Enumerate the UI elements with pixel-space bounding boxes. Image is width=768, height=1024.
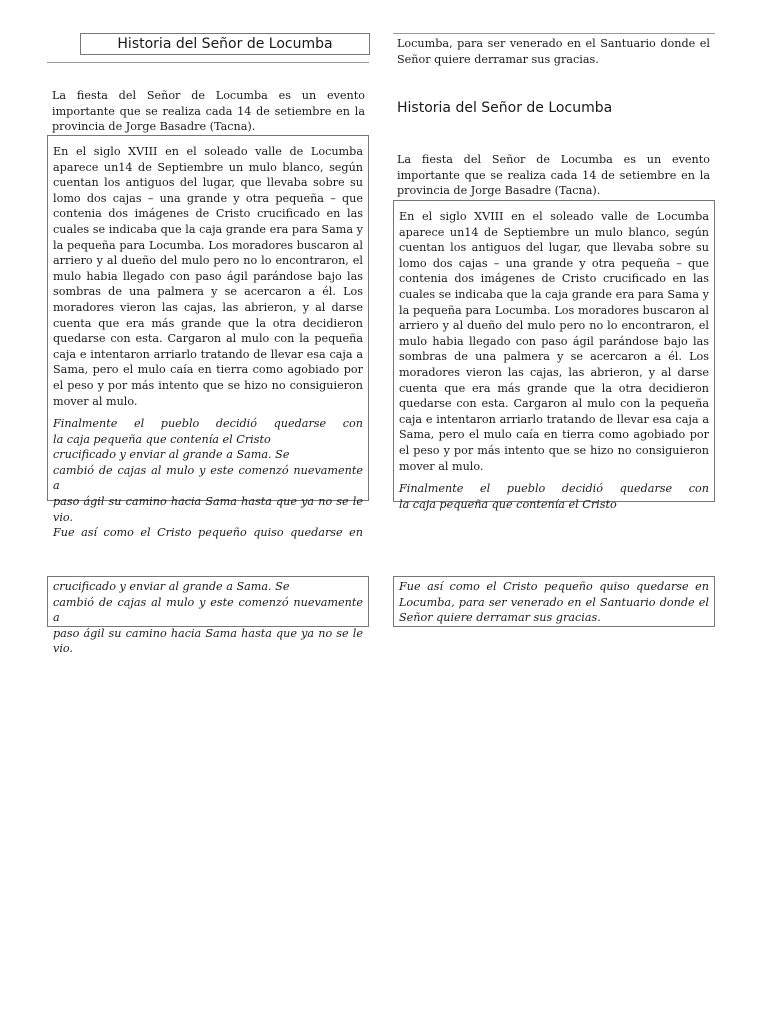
finale-line-2: la caja pequeña que contenía el Cristo — [399, 497, 617, 511]
closing-line-1: Fue así como el Cristo pequeño quiso quedarse en — [53, 526, 363, 540]
cont-line-1: crucificado y enviar al grande a Sama. Se — [53, 448, 290, 462]
title-rule — [47, 62, 369, 63]
intro-paragraph-right: La fiesta del Señor de Locumba es un evento importante que se realiza cada 14 de setiembre en la provincia de Jorge Basadre (Tacna). — [397, 153, 710, 198]
closing-box-right — [393, 576, 715, 627]
story-paragraph-right: En el siglo XVIII en el soleado valle de Locumba aparece un14 de Septiembre un mulo blanco, según cuentan los antiguos del lugar, que llevaba sobre su lomo dos cajas – una grande y otra pequeña – que contenia dos imágenes de Cristo crucificado en las cuales se indicaba que la caja grande era para Sama y la pequeña para Locumba. Los moradores buscaron al arriero y al dueño del mulo pero no lo encontraron, el mulo habia llegado con paso ágil parándose bajo las sombras de una palmera y se acercaron a él. Los moradores vieron las cajas, las abrieron, y al darse cuenta que era más grande que la otra decidieron quedarse con esta. Cargaron al mulo con la pequeña caja e intentaron arriarlo tratando de llevar esa caja a Sama, pero el mulo caía en tierra como agobiado por el peso y por más intento que se hizo no consiguieron mover al mulo. — [399, 210, 709, 473]
story-paragraph-left: En el siglo XVIII en el soleado valle de Locumba aparece un14 de Septiembre un mulo blanco, según cuentan los antiguos del lugar, que llevaba sobre su lomo dos cajas – una grande y otra pequeña – que contenia dos imágenes de Cristo crucificado en las cuales se indicaba que la caja grande era para Sama y la pequeña para Locumba. Los moradores buscaron al arriero y al dueño del mulo pero no lo encontraron, el mulo habia llegado con paso ágil parándose bajo las sombras de una palmera y se acercaron a él. Los moradores vieron las cajas, las abrieron, y al darse cuenta que era más grande que la otra decidieron quedarse con esta. Cargaron al mulo con la pequeña caja e intentaron arriarlo tratando de llevar esa caja a Sama, pero el mulo caía en tierra como agobiado por el peso y por más intento que se hizo no consiguieron mover al mulo. — [53, 145, 363, 408]
cont-line-2: cambió de cajas al mulo y este comenzó nuevamente a — [53, 463, 363, 493]
closing-paragraph-right: Fue así como el Cristo pequeño quiso quedarse en Locumba, para ser venerado en el Santuario donde el Señor quiere derramar sus gracias. — [399, 580, 709, 625]
story-box-left — [47, 135, 369, 540]
cont-line-3: paso ágil su camino hacia Sama hasta que ya no se le vio. — [53, 626, 363, 656]
intro-paragraph-left: La fiesta del Señor de Locumba es un evento importante que se realiza cada 14 de setiembre en la provincia de Jorge Basadre (Tacna). — [52, 89, 365, 134]
finale-paragraph-left — [53, 416, 363, 541]
cont-line-2: cambió de cajas al mulo y este comenzó nuevamente a — [53, 595, 363, 625]
story-box-right — [393, 200, 715, 511]
finale-line-1: Finalmente el pueblo decidió quedarse con — [53, 417, 363, 431]
top-rule-right — [393, 33, 715, 34]
finale-paragraph-right — [399, 481, 709, 512]
section-heading-right: Historia del Señor de Locumba — [397, 100, 613, 116]
continuation-box-left — [47, 576, 369, 656]
page-title: Historia del Señor de Locumba — [80, 33, 370, 55]
cont-line-3: paso ágil su camino hacia Sama hasta que ya no se le vio. — [53, 495, 363, 524]
continuation-paragraph-left — [53, 579, 363, 657]
finale-line-1: Finalmente el pueblo decidió quedarse con — [399, 482, 709, 496]
cont-line-1: crucificado y enviar al grande a Sama. Se — [53, 580, 290, 593]
finale-line-2: la caja pequeña que contenía el Cristo — [53, 432, 271, 446]
closing-rest-top-right: Locumba, para ser venerado en el Santuario donde el Señor quiere derramar sus gracias. — [397, 37, 710, 66]
